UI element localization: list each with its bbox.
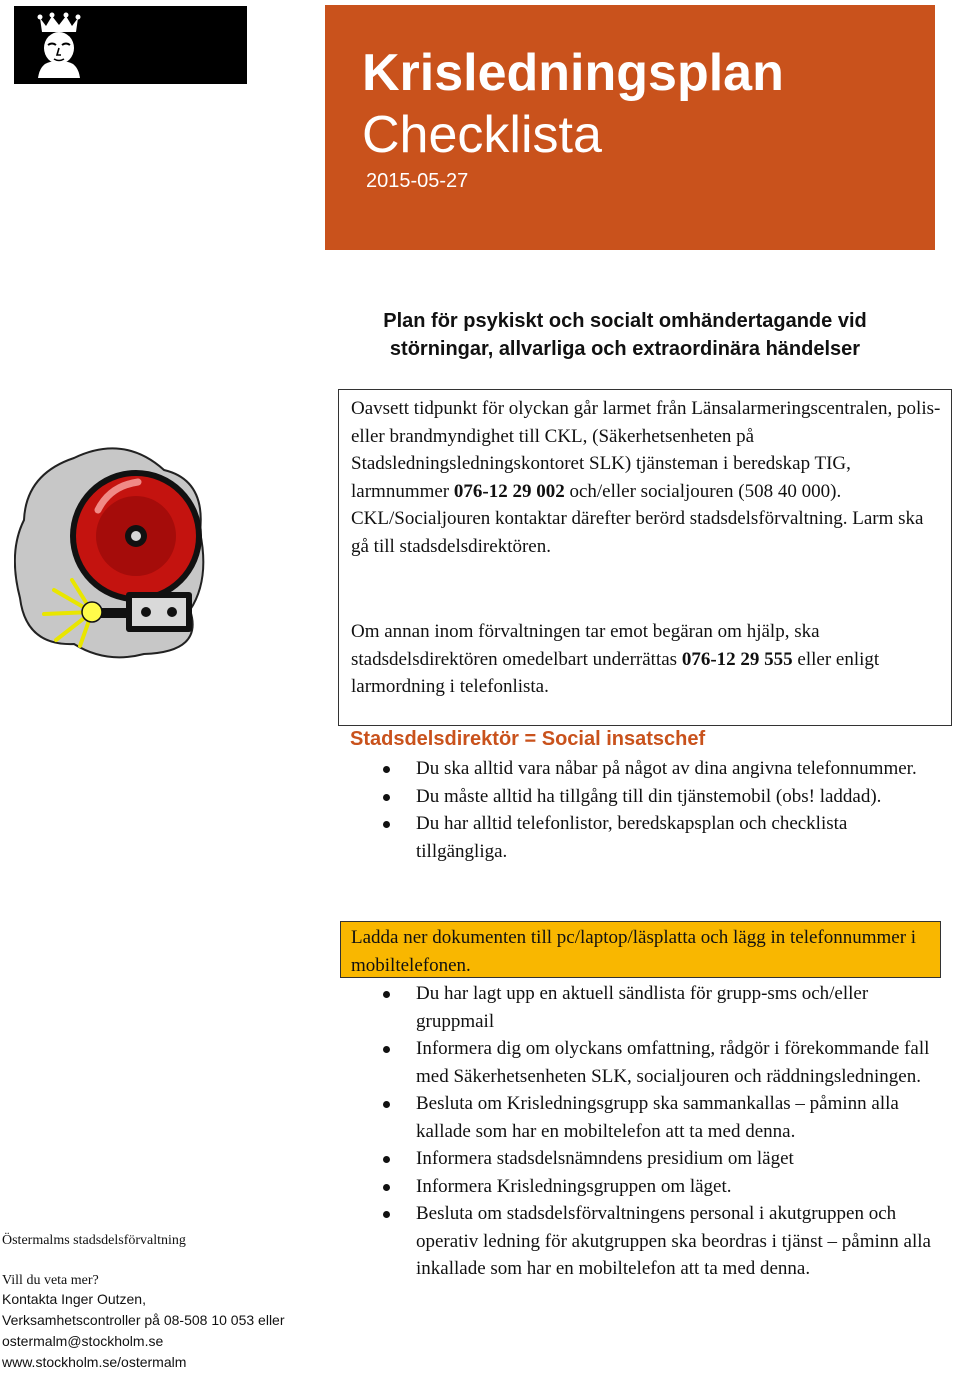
list-item: Du har lagt upp en aktuell sändlista för grupp-sms och/eller gruppmail — [350, 980, 940, 1035]
download-note-highlight: Ladda ner dokumenten till pc/laptop/läsplatta och lägg in telefonnummer i mobiltelefonen. — [340, 921, 941, 978]
contact-role: Verksamhetscontroller på 08-508 10 053 eller — [2, 1312, 285, 1328]
stockholm-crest-icon — [26, 10, 92, 80]
list-item: Du har alltid telefonlistor, beredskapsplan och checklista tillgängliga. — [350, 810, 940, 865]
website-link[interactable]: www.stockholm.se/ostermalm — [2, 1354, 187, 1370]
title-banner — [325, 5, 935, 250]
alarm-number-tig: 076-12 29 002 — [453, 480, 565, 502]
list-item: Informera dig om olyckans omfattning, rådgör i förekommande fall med Säkerhetsenheten SLK, socialjouren och räddningsledningen. — [350, 1035, 940, 1090]
contact-footer — [2, 1233, 322, 1373]
list-item: Informera stadsdelsnämndens presidium om läget — [350, 1145, 940, 1173]
alarm-number-director: 076-12 29 555 — [681, 648, 793, 670]
contact-email-link[interactable]: ostermalm@stockholm.se — [2, 1333, 164, 1349]
notify-director-paragraph — [351, 618, 941, 701]
alarm-bell-icon — [14, 440, 209, 667]
document-subtitle: Checklista — [362, 106, 602, 164]
plan-title — [340, 307, 910, 363]
list-item: Besluta om Krisledningsgrupp ska sammankallas – påminn alla kallade som har en mobiltelefon att ta med denna. — [350, 1090, 940, 1145]
list-item: Besluta om stadsdelsförvaltningens personal i akutgruppen och operativ ledning för akutgruppen ska beordras i tjänst – påminn alla inkallade som har en mobiltelefon att ta med denna. — [350, 1200, 940, 1283]
para2-text-after: eller enligt larmordning i telefonlista. — [351, 648, 880, 697]
more-info-question: Vill du veta mer? — [2, 1273, 99, 1288]
alarm-info-box — [338, 389, 952, 726]
organization-name: Östermalms stadsdelsförvaltning — [2, 1233, 186, 1248]
document-date: 2015-05-27 — [366, 170, 469, 192]
para1-text-after: och/eller socialjouren (508 40 000). CKL/Socialjouren kontaktar därefter berörd stadsdelsförvaltning. Larm ska gå till stadsdelsdirektören. — [351, 480, 924, 557]
para1-text-before: Oavsett tidpunkt för olyckan går larmet från Länsalarmeringscentralen, polis- eller brandmyndighet till CKL, (Säkerhetsenheten på Stadsledningsledningskontoret SLK) tjänsteman i beredskap TIG, larmnummer — [351, 398, 941, 502]
contact-person: Kontakta Inger Outzen, — [2, 1291, 146, 1307]
list-item: Informera Krisledningsgruppen om läget. — [350, 1173, 940, 1201]
section-heading: Stadsdelsdirektör = Social insatschef — [350, 728, 706, 750]
plan-title-line-2: störningar, allvarliga och extraordinära händelser — [389, 338, 861, 360]
action-list — [350, 980, 940, 1283]
list-item: Du måste alltid ha tillgång till din tjänstemobil (obs! laddad). — [350, 783, 940, 811]
list-item: Du ska alltid vara nåbar på något av dina angivna telefonnummer. — [350, 755, 940, 783]
para2-text-before: Om annan inom förvaltningen tar emot begäran om hjälp, ska stadsdelsdirektören omedelbart underrättas — [351, 621, 820, 670]
document-title: Krisledningsplan — [362, 44, 784, 102]
alarm-procedure-paragraph — [351, 395, 941, 560]
plan-title-line-1: Plan för psykiskt och socialt omhändertagande vid — [383, 310, 867, 332]
logo-block — [14, 6, 247, 84]
responsibility-list — [350, 755, 940, 865]
